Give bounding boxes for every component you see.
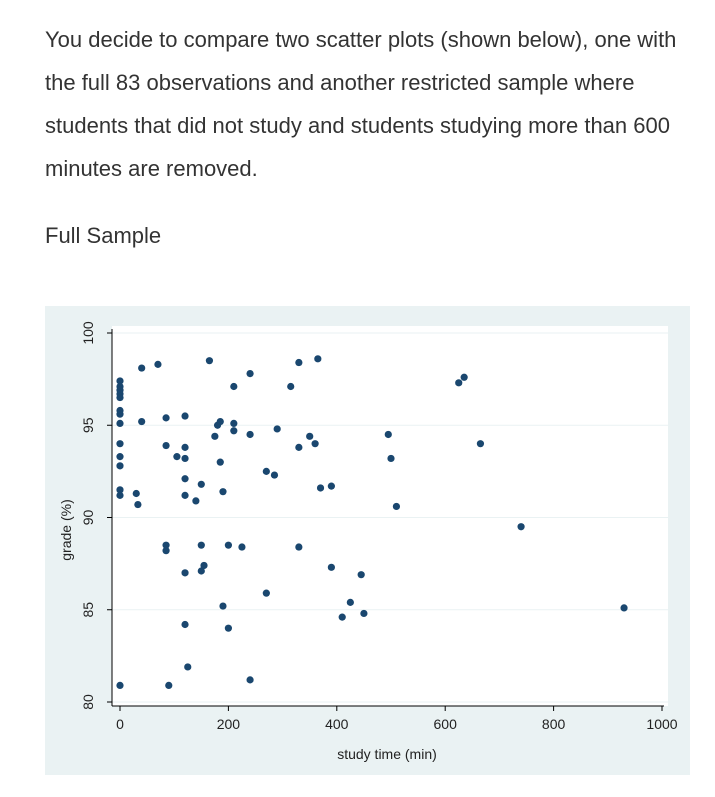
data-point <box>314 355 321 362</box>
data-point <box>206 357 213 364</box>
y-tick-label: 100 <box>80 321 96 345</box>
data-point <box>230 383 237 390</box>
data-point <box>238 543 245 550</box>
data-point <box>230 420 237 427</box>
data-point <box>306 433 313 440</box>
data-point <box>219 488 226 495</box>
data-point <box>116 453 123 460</box>
data-point <box>328 564 335 571</box>
data-point <box>181 569 188 576</box>
data-point <box>198 481 205 488</box>
data-point <box>225 625 232 632</box>
data-point <box>287 383 294 390</box>
data-point <box>192 497 199 504</box>
data-point <box>295 543 302 550</box>
data-point <box>312 440 319 447</box>
x-tick-label: 200 <box>216 716 241 732</box>
data-point <box>246 676 253 683</box>
scatter-chart-frame <box>45 306 690 775</box>
data-point <box>387 455 394 462</box>
data-point <box>138 364 145 371</box>
data-point <box>385 431 392 438</box>
data-point <box>477 440 484 447</box>
x-tick-label: 1000 <box>646 716 678 732</box>
data-point <box>200 562 207 569</box>
data-point <box>184 663 191 670</box>
data-point <box>181 444 188 451</box>
data-point <box>162 547 169 554</box>
data-point <box>181 412 188 419</box>
data-point <box>295 359 302 366</box>
data-point <box>295 444 302 451</box>
data-point <box>217 459 224 466</box>
data-point <box>116 462 123 469</box>
data-point <box>181 621 188 628</box>
intro-paragraph: You decide to compare two scatter plots (shown below), one with the full 83 observations and another restricted sample where students that did not study and students studying more than 600 minutes are removed. <box>45 27 677 181</box>
data-point <box>246 431 253 438</box>
data-point <box>173 453 180 460</box>
x-tick-label: 800 <box>541 716 566 732</box>
data-point <box>116 492 123 499</box>
data-point <box>393 503 400 510</box>
data-point <box>219 602 226 609</box>
data-point <box>154 361 161 368</box>
data-point <box>347 599 354 606</box>
data-point <box>138 418 145 425</box>
data-point <box>198 542 205 549</box>
data-point <box>181 492 188 499</box>
data-point <box>317 484 324 491</box>
data-point <box>116 394 123 401</box>
data-point <box>517 523 524 530</box>
x-tick-label: 400 <box>325 716 349 732</box>
data-point <box>230 427 237 434</box>
x-tick-label: 600 <box>433 716 457 732</box>
x-tick-label: 0 <box>116 716 124 732</box>
data-point <box>274 425 281 432</box>
data-point <box>116 440 123 447</box>
data-point <box>328 483 335 490</box>
data-point <box>165 682 172 689</box>
data-point <box>211 433 218 440</box>
section-heading: Full Sample <box>45 223 162 248</box>
y-tick-label: 85 <box>80 601 96 618</box>
data-point <box>358 571 365 578</box>
data-point <box>162 442 169 449</box>
data-point <box>263 468 270 475</box>
data-point <box>162 414 169 421</box>
data-point <box>271 471 278 478</box>
data-point <box>461 374 468 381</box>
data-point <box>181 475 188 482</box>
data-point <box>116 420 123 427</box>
scatter-chart <box>45 306 690 775</box>
data-point <box>455 379 462 386</box>
data-point <box>225 542 232 549</box>
data-point <box>116 682 123 689</box>
data-point <box>246 370 253 377</box>
data-point <box>217 418 224 425</box>
y-tick-label: 95 <box>80 417 96 434</box>
y-tick-label: 80 <box>80 694 96 710</box>
data-point <box>339 614 346 621</box>
plot-area <box>112 326 668 706</box>
x-axis-label: study time (min) <box>337 746 437 762</box>
data-point <box>133 490 140 497</box>
data-point <box>134 501 141 508</box>
data-point <box>263 590 270 597</box>
data-point <box>360 610 367 617</box>
y-axis-label: grade (%) <box>58 499 74 561</box>
data-point <box>116 411 123 418</box>
data-point <box>181 455 188 462</box>
data-point <box>620 604 627 611</box>
y-tick-label: 90 <box>80 509 96 526</box>
